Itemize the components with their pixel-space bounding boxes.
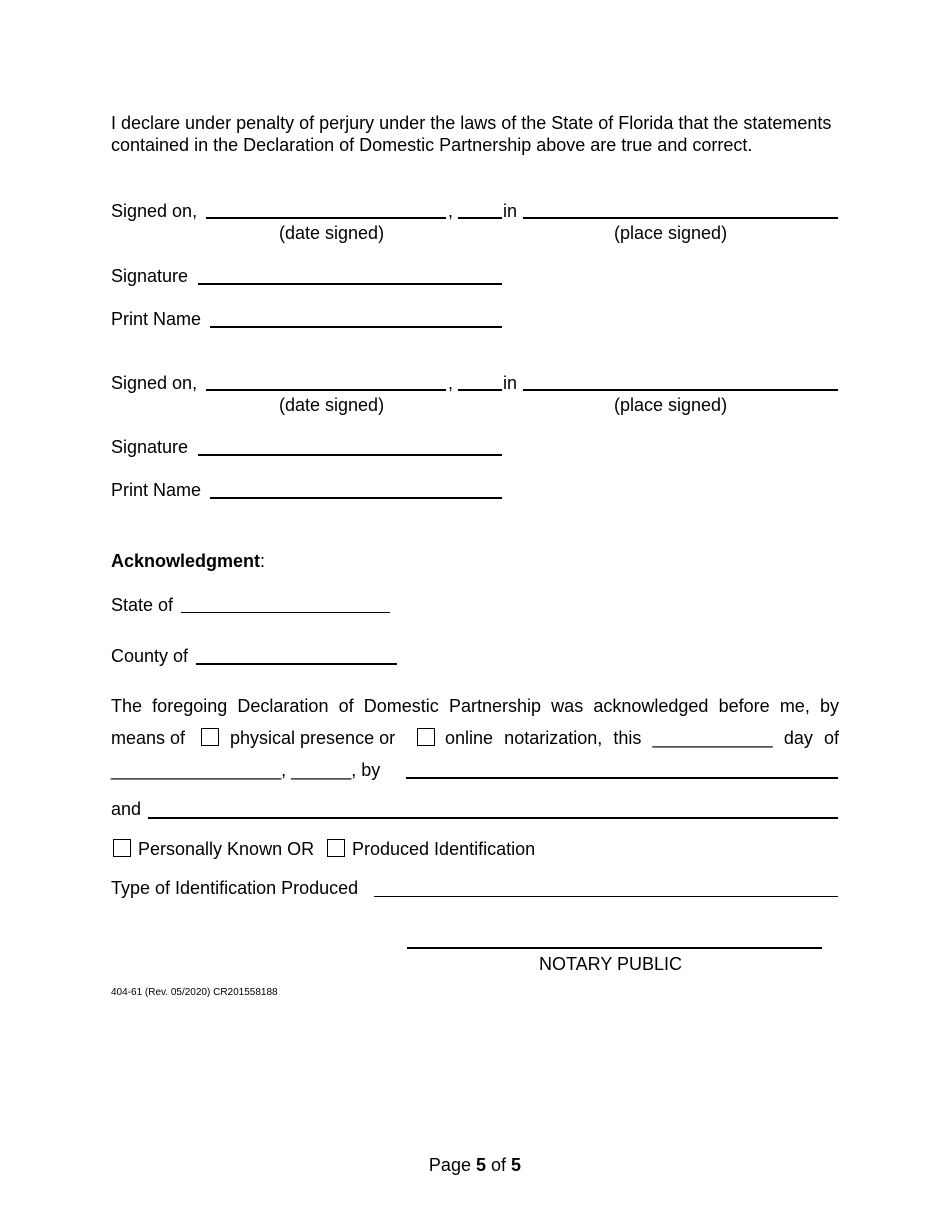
county-of-label: County of bbox=[111, 646, 189, 666]
year-field[interactable] bbox=[458, 389, 502, 391]
signature-label: Signature bbox=[111, 266, 189, 286]
ack-line-3: _________________, ______, by bbox=[111, 760, 381, 780]
type-of-id-label: Type of Identification Produced bbox=[111, 878, 359, 898]
page-of: of bbox=[491, 1155, 507, 1175]
signature-field[interactable] bbox=[198, 283, 502, 285]
form-code: 404-61 (Rev. 05/2020) CR201558188 bbox=[111, 987, 278, 998]
signed-on-label: Signed on, bbox=[111, 201, 198, 221]
print-name-label: Print Name bbox=[111, 309, 202, 329]
declaration-text: I declare under penalty of perjury under the laws of the State of Florida that the statements contained in the Declaration of Domestic Partnership above are true and correct. bbox=[111, 113, 832, 155]
page-current: 5 bbox=[475, 1155, 486, 1175]
in-label: in bbox=[503, 373, 518, 393]
acknowledged-by-field[interactable] bbox=[406, 777, 838, 779]
date-signed-field[interactable] bbox=[206, 389, 446, 391]
physical-presence-checkbox[interactable] bbox=[201, 728, 219, 746]
notary-signature-field[interactable] bbox=[407, 947, 822, 949]
date-signed-caption: (date signed) bbox=[279, 223, 385, 243]
page-total: 5 bbox=[511, 1155, 522, 1175]
acknowledgment-title: Acknowledgment bbox=[111, 551, 261, 571]
state-of-label: State of bbox=[111, 595, 174, 615]
signed-on-label: Signed on, bbox=[111, 373, 198, 393]
heading-colon: : bbox=[260, 551, 266, 571]
print-name-field[interactable] bbox=[210, 497, 502, 499]
produced-identification-label: Produced Identification bbox=[352, 839, 536, 859]
year-field[interactable] bbox=[458, 217, 502, 219]
state-field[interactable] bbox=[181, 612, 390, 613]
notary-public-label: NOTARY PUBLIC bbox=[539, 954, 683, 974]
page-prefix: Page bbox=[428, 1155, 471, 1175]
acknowledgment-heading bbox=[111, 550, 265, 572]
means-of-label: means of bbox=[111, 728, 186, 748]
online-notarization-label: online notarization, this ____________ day of bbox=[445, 728, 839, 748]
place-signed-field[interactable] bbox=[523, 389, 838, 391]
comma: , bbox=[448, 373, 454, 393]
date-signed-field[interactable] bbox=[206, 217, 446, 219]
and-field[interactable] bbox=[148, 817, 838, 819]
place-signed-caption: (place signed) bbox=[614, 223, 728, 243]
page-number bbox=[0, 1154, 950, 1176]
and-label: and bbox=[111, 799, 142, 819]
comma: , bbox=[448, 201, 454, 221]
personally-known-checkbox[interactable] bbox=[113, 839, 131, 857]
signature-label: Signature bbox=[111, 437, 189, 457]
county-field[interactable] bbox=[196, 663, 397, 665]
print-name-label: Print Name bbox=[111, 480, 202, 500]
date-signed-caption: (date signed) bbox=[279, 395, 385, 415]
signature-field[interactable] bbox=[198, 454, 502, 456]
type-of-id-field[interactable] bbox=[374, 896, 838, 897]
ack-line-1: The foregoing Declaration of Domestic Partnership was acknowledged before me, by bbox=[111, 696, 839, 716]
print-name-field[interactable] bbox=[210, 326, 502, 328]
place-signed-caption: (place signed) bbox=[614, 395, 728, 415]
in-label: in bbox=[503, 201, 518, 221]
online-notarization-checkbox[interactable] bbox=[417, 728, 435, 746]
physical-presence-label: physical presence or bbox=[230, 728, 396, 748]
place-signed-field[interactable] bbox=[523, 217, 838, 219]
personally-known-label: Personally Known OR bbox=[138, 839, 315, 859]
produced-identification-checkbox[interactable] bbox=[327, 839, 345, 857]
